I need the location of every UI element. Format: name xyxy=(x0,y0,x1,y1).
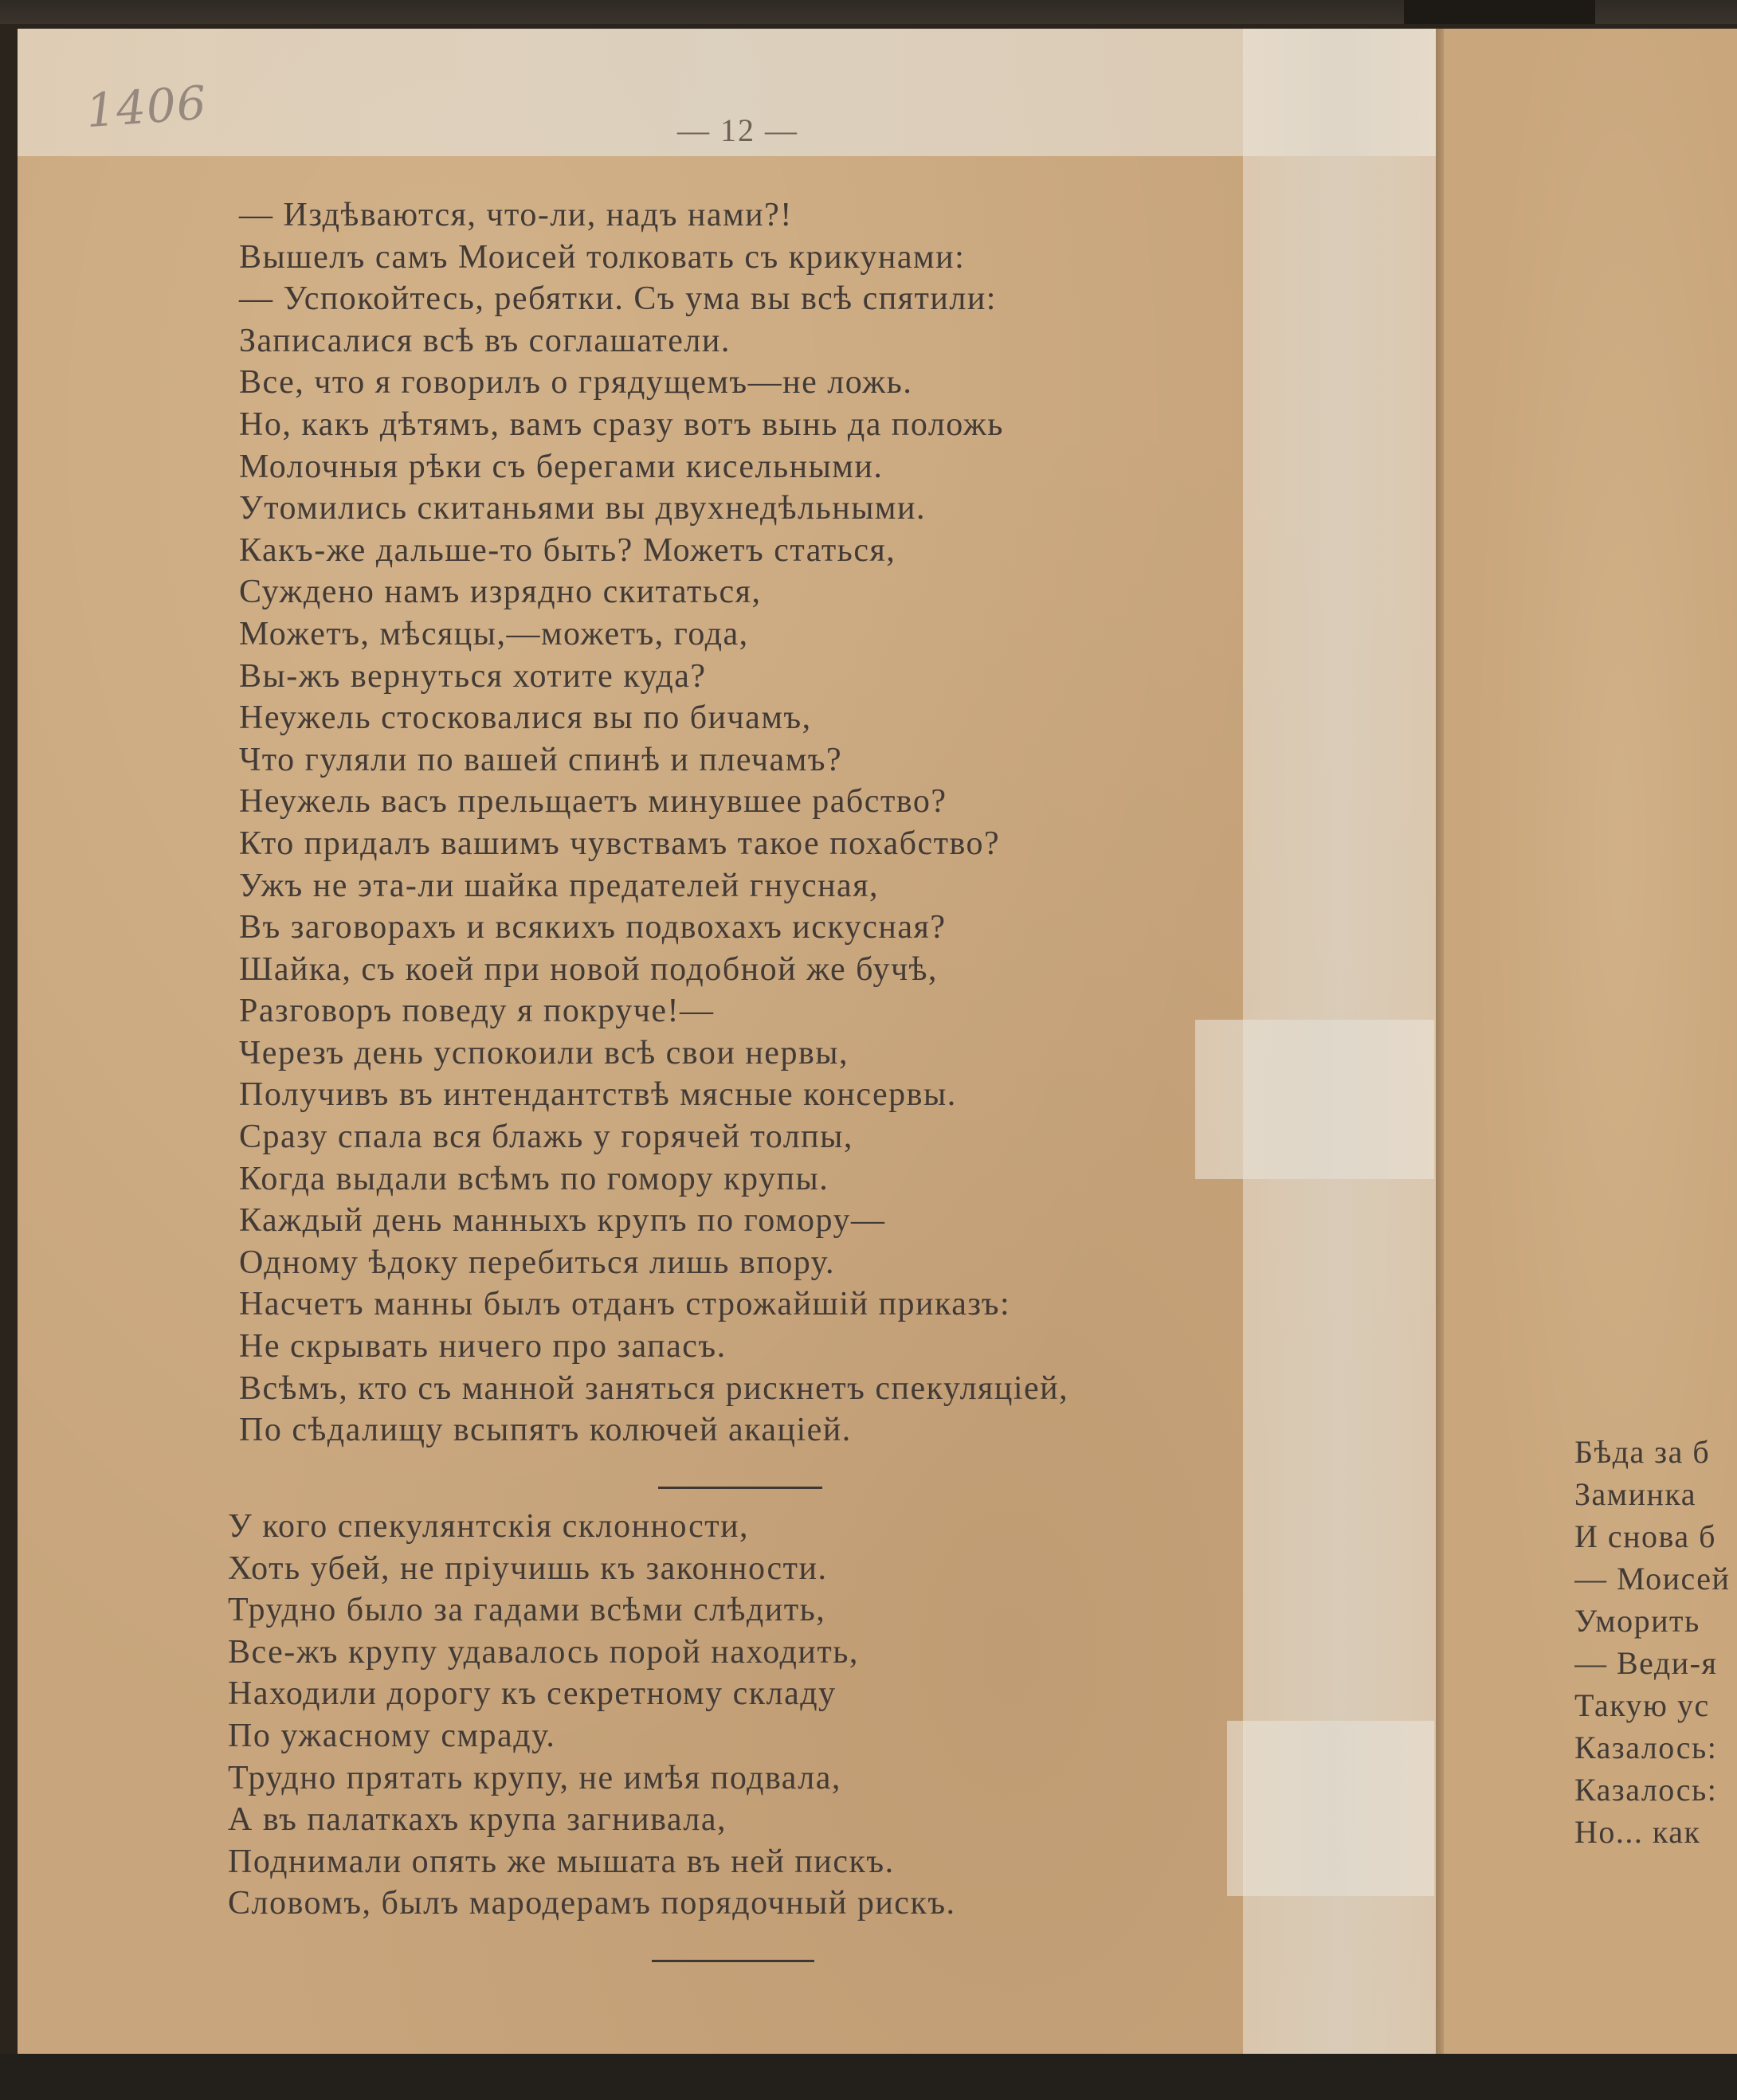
verse-line: Бѣда за б xyxy=(1574,1434,1711,1470)
verse-line: Въ заговорахъ и всякихъ подвохахъ искусная? xyxy=(239,909,947,946)
verse-line: Казалось: xyxy=(1574,1772,1718,1808)
verse-line: Поднимали опять же мышата въ ней пискъ. xyxy=(228,1843,895,1880)
verse-line: Молочныя рѣки съ берегами кисельными. xyxy=(239,448,884,485)
verse-line: Такую ус xyxy=(1574,1687,1710,1723)
verse-line: Что гуляли по вашей спинѣ и плечамъ? xyxy=(239,741,843,778)
verse-line: Получивъ въ интендантствѣ мясные консервы. xyxy=(239,1076,957,1114)
verse-line: Словомъ, былъ мародерамъ порядочный рискъ. xyxy=(228,1885,956,1922)
verse-line: Казалось: xyxy=(1574,1730,1718,1765)
verse-line: Находили дорогу къ секретному складу xyxy=(228,1675,837,1713)
verse-line: Но, какъ дѣтямъ, вамъ сразу вотъ вынь да положь xyxy=(239,406,1004,443)
verse-line: И снова б xyxy=(1574,1518,1717,1554)
verse-line: Сразу спала вся блажь у горячей толпы, xyxy=(239,1119,853,1156)
right-page-verse xyxy=(1574,1431,1737,1853)
verse-line: Хоть убей, не пріучишь къ законности. xyxy=(228,1550,828,1587)
verse-line: Одному ѣдоку перебиться лишь впору. xyxy=(239,1244,835,1281)
verse-line: Какъ-же дальше-то быть? Можетъ статься, xyxy=(239,531,896,569)
verse-line: Кто придалъ вашимъ чувствамъ такое похабство? xyxy=(239,825,1001,862)
verse-stanza-1 xyxy=(239,194,1068,1452)
end-divider xyxy=(652,1960,814,1962)
page-number: — 12 — xyxy=(677,112,798,148)
verse-line: Шайка, съ коей при новой подобной же бучѣ, xyxy=(239,950,938,988)
verse-line: Заминка xyxy=(1574,1476,1696,1512)
verse-line: Неужель васъ прельщаетъ минувшее рабство? xyxy=(239,783,947,821)
verse-line: Все, что я говорилъ о грядущемъ—не ложь. xyxy=(239,364,913,402)
verse-line: — Успокойтесь, ребятки. Съ ума вы всѣ спятили: xyxy=(239,280,997,318)
verse-line: Вы-жъ вернуться хотите куда? xyxy=(239,657,707,695)
verse-line: Ужъ не эта-ли шайка предателей гнусная, xyxy=(239,867,880,904)
verse-line: Трудно прятать крупу, не имѣя подвала, xyxy=(228,1759,841,1796)
verse-line: Когда выдали всѣмъ по гомору крупы. xyxy=(239,1160,829,1197)
verse-line: Каждый день манныхъ крупъ по гомору— xyxy=(239,1202,886,1240)
verse-line: По сѣдалищу всыпятъ колючей акаціей. xyxy=(239,1412,852,1449)
verse-line: Всѣмъ, кто съ манной заняться рискнетъ спекуляціей, xyxy=(239,1369,1069,1407)
verse-line: — Моисей xyxy=(1574,1561,1731,1597)
verse-line: Насчетъ манны былъ отданъ строжайшій приказъ: xyxy=(239,1286,1011,1323)
verse-line: Суждено намъ изрядно скитаться, xyxy=(239,574,762,611)
verse-line: Можетъ, мѣсяцы,—можетъ, года, xyxy=(239,615,749,652)
verse-line: Черезъ день успокоили всѣ свои нервы, xyxy=(239,1034,849,1072)
tape-patch xyxy=(1195,1020,1434,1179)
verse-line: По ужасному смраду. xyxy=(228,1717,556,1754)
verse-line: Записалися всѣ въ соглашатели. xyxy=(239,322,731,359)
verse-line: Утомились скитаньями вы двухнедѣльными. xyxy=(239,490,926,527)
binding-spine xyxy=(1404,0,1595,24)
verse-line: — Издѣваются, что-ли, надъ нами?! xyxy=(239,197,793,233)
tape-patch xyxy=(1227,1721,1434,1896)
verse-line: Но... как xyxy=(1574,1814,1701,1850)
page-gutter xyxy=(1436,29,1444,2059)
verse-line: — Веди-я xyxy=(1574,1645,1718,1681)
verse-line: Разговоръ поведу я покруче!— xyxy=(239,993,715,1030)
verse-line: Трудно было за гадами всѣми слѣдить, xyxy=(228,1592,826,1629)
verse-line: Не скрывать ничего про запасъ. xyxy=(239,1328,727,1365)
verse-line: У кого спекулянтскія склонности, xyxy=(228,1508,750,1545)
handwritten-inventory-mark: 1406 xyxy=(84,75,209,139)
verse-stanza-2 xyxy=(228,1506,956,1925)
verse-line: Вышелъ самъ Моисей толковать съ крикунами: xyxy=(239,238,966,276)
verse-line: Все-жъ крупу удавалось порой находить, xyxy=(228,1633,859,1671)
section-divider xyxy=(658,1487,822,1489)
verse-line: Неужель стосковалися вы по бичамъ, xyxy=(239,699,812,737)
scan-frame-bottom xyxy=(0,2054,1737,2100)
verse-line: А въ палаткахъ крупа загнивала, xyxy=(228,1801,727,1839)
verse-line: Уморить xyxy=(1574,1603,1700,1639)
